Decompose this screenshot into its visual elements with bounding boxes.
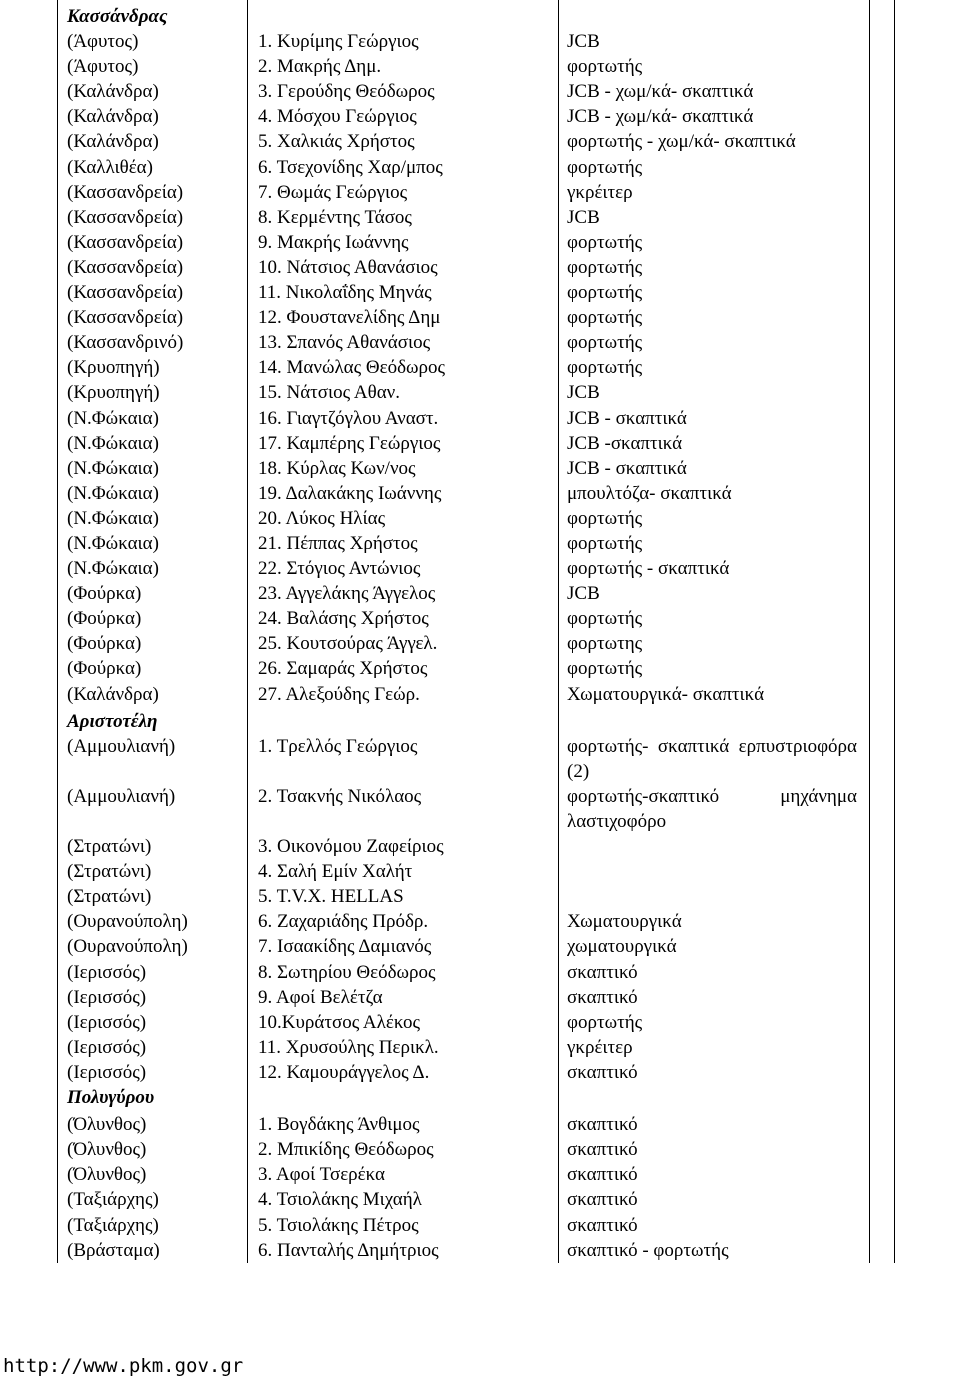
name-cell: 19. Δαλακάκης Ιωάννης	[258, 482, 442, 504]
table-row	[0, 54, 960, 79]
place-cell: (Ν.Φώκαια)	[67, 507, 159, 529]
table-row	[0, 355, 960, 380]
name-cell: 6. Ζαχαριάδης Πρόδρ.	[258, 911, 429, 933]
machinery-table	[0, 4, 960, 1263]
machine-cell: JCB -σκαπτικά	[567, 432, 683, 454]
machine-cell: Χωματουργικά- σκαπτικά	[567, 683, 765, 705]
machine-cell: φορτωτής	[567, 332, 643, 354]
machine-cell: φορτωτής	[567, 56, 643, 78]
place-cell: (Ιερισσός)	[67, 986, 147, 1008]
place-cell: (Φούρκα)	[67, 633, 142, 655]
place-cell: (Καλάνδρα)	[67, 683, 159, 705]
name-cell: 27. Αλεξούδης Γεώρ.	[258, 683, 420, 705]
table-row	[0, 1238, 960, 1263]
name-cell: 6. Πανταλής Δημήτριος	[258, 1239, 439, 1261]
table-row	[0, 1035, 960, 1060]
machine-cell: μπουλτόζα- σκαπτικά	[567, 482, 732, 504]
place-cell: (Όλυνθος)	[67, 1114, 147, 1136]
name-cell: 24. Βαλάσης Χρήστος	[258, 608, 429, 630]
table-row	[0, 205, 960, 230]
table-row	[0, 29, 960, 54]
name-cell: 5. Χαλκιάς Χρήστος	[258, 131, 415, 153]
table-row	[0, 884, 960, 909]
machine-cell: JCB	[567, 583, 600, 605]
name-cell: 15. Νάτσιος Αθαν.	[258, 382, 401, 404]
machine-cell: φορτωτής	[567, 608, 643, 630]
table-row	[0, 104, 960, 129]
name-cell: 5. Τσιολάκης Πέτρος	[258, 1214, 419, 1236]
machine-cell: φορτωτής	[567, 507, 643, 529]
place-cell: (Ιερισσός)	[67, 1011, 147, 1033]
machine-cell: JCB	[567, 31, 600, 53]
machine-cell: φορτωτής	[567, 532, 643, 554]
name-cell: 12. Καμουράγγελος Δ.	[258, 1061, 430, 1083]
name-cell: 4. Μόσχου Γεώργιος	[258, 106, 417, 128]
place-cell: (Κασσανδρεία)	[67, 256, 184, 278]
name-cell: 13. Σπανός Αθανάσιος	[258, 332, 431, 354]
table-row	[0, 1162, 960, 1187]
machine-cell: JCB	[567, 382, 600, 404]
table-row	[0, 859, 960, 884]
table-row	[0, 784, 960, 834]
place-cell: (Ν.Φώκαια)	[67, 432, 159, 454]
machine-cell	[567, 734, 857, 784]
name-cell: 25. Κουτσούρας Άγγελ.	[258, 633, 438, 655]
place-cell: (Φούρκα)	[67, 608, 142, 630]
name-cell: 9. Αφοί Βελέτζα	[258, 986, 383, 1008]
name-cell: 7. Θωμάς Γεώργιος	[258, 181, 408, 203]
machine-cell: σκαπτικό	[567, 961, 638, 983]
name-cell: 21. Πέππας Χρήστος	[258, 532, 418, 554]
machine-cell: σκαπτικό - φορτωτής	[567, 1239, 729, 1261]
place-cell: (Ουρανούπολη)	[67, 936, 188, 958]
name-cell: 8. Σωτηρίου Θεόδωρος	[258, 961, 436, 983]
table-row	[0, 934, 960, 959]
table-row	[0, 506, 960, 531]
place-cell: (Κασσανδρεία)	[67, 282, 184, 304]
footer-url: http://www.pkm.gov.gr	[3, 1355, 244, 1377]
table-row	[0, 456, 960, 481]
place-cell: (Ιερισσός)	[67, 961, 147, 983]
table-row	[0, 79, 960, 104]
machine-cell: σκαπτικό	[567, 1139, 638, 1161]
name-cell: 12. Φουστανελίδης Δημ	[258, 307, 441, 329]
place-cell: (Ν.Φώκαια)	[67, 532, 159, 554]
machine-cell: σκαπτικό	[567, 986, 638, 1008]
name-cell: 2. Μακρής Δημ.	[258, 56, 382, 78]
table-row	[0, 155, 960, 180]
place-cell: (Όλυνθος)	[67, 1164, 147, 1186]
name-cell: 1. Βογδάκης Άνθιμος	[258, 1114, 420, 1136]
table-row	[0, 1112, 960, 1137]
machine-cell: φορτωτής - σκαπτικά	[567, 558, 730, 580]
machine-cell: σκαπτικό	[567, 1164, 638, 1186]
section-header-row	[0, 4, 960, 29]
table-row	[0, 481, 960, 506]
name-cell: 6. Τσεχονίδης Χαρ/μπος	[258, 156, 443, 178]
table-row	[0, 656, 960, 681]
name-cell: 3. Οικονόμου Ζαφείριος	[258, 836, 444, 858]
table-row	[0, 129, 960, 154]
place-cell: (Καλάνδρα)	[67, 106, 159, 128]
name-cell: 26. Σαμαράς Χρήστος	[258, 658, 428, 680]
machine-cell: γκρέιτερ	[567, 181, 633, 203]
table-row	[0, 230, 960, 255]
name-cell: 10.Κυράτσος Αλέκος	[258, 1011, 421, 1033]
table-row	[0, 431, 960, 456]
machine-cell: Χωματουργικά	[567, 911, 682, 933]
machine-cell: φορτωτής	[567, 357, 643, 379]
machine-text: φορτωτής- σκαπτικά ερπυστριοφόρα (2)	[567, 735, 857, 782]
place-cell: (Φούρκα)	[67, 658, 142, 680]
place-cell: (Ταξιάρχης)	[67, 1214, 159, 1236]
table-row	[0, 406, 960, 431]
table-row	[0, 280, 960, 305]
table-row	[0, 531, 960, 556]
machine-cell: σκαπτικό	[567, 1214, 638, 1236]
place-cell: (Κρυοπηγή)	[67, 382, 160, 404]
table-row	[0, 1187, 960, 1212]
table-row	[0, 1137, 960, 1162]
machine-cell: JCB - χωμ/κά- σκαπτικά	[567, 106, 754, 128]
table-row	[0, 985, 960, 1010]
table-row	[0, 682, 960, 707]
table-row	[0, 581, 960, 606]
name-cell: 17. Καμπέρης Γεώργιος	[258, 432, 441, 454]
name-cell: 1. Κυρίμης Γεώργιος	[258, 31, 419, 53]
section-title: Αριστοτέλη	[67, 710, 158, 732]
machine-cell: φορτωτής	[567, 282, 643, 304]
machine-cell: φορτωτής	[567, 658, 643, 680]
name-cell: 4. Τσιολάκης Μιχαήλ	[258, 1189, 422, 1211]
machine-cell: σκαπτικό	[567, 1114, 638, 1136]
name-cell: 3. Γερούδης Θεόδωρος	[258, 81, 435, 103]
machine-cell: γκρέιτερ	[567, 1036, 633, 1058]
machine-cell: φορτωτής	[567, 307, 643, 329]
place-cell: (Κασσανδρεία)	[67, 231, 184, 253]
place-cell: (Καλάνδρα)	[67, 81, 159, 103]
table-row	[0, 909, 960, 934]
name-cell: 22. Στόγιος Αντώνιος	[258, 558, 421, 580]
section-header-row	[0, 709, 960, 734]
name-cell: 8. Κερμέντης Τάσος	[258, 206, 412, 228]
machine-cell: JCB - σκαπτικά	[567, 407, 687, 429]
place-cell: (Καλάνδρα)	[67, 131, 159, 153]
table-row	[0, 380, 960, 405]
place-cell: (Κρυοπηγή)	[67, 357, 160, 379]
name-cell: 16. Γιαγτζόγλου Αναστ.	[258, 407, 439, 429]
machine-cell: φορτωτης	[567, 633, 643, 655]
place-cell: (Ουρανούπολη)	[67, 911, 188, 933]
table-row	[0, 631, 960, 656]
place-cell: (Άφυτος)	[67, 31, 139, 53]
table-row	[0, 834, 960, 859]
place-cell: (Κασσανδρεία)	[67, 181, 184, 203]
place-cell: (Ν.Φώκαια)	[67, 457, 159, 479]
name-cell: 10. Νάτσιος Αθανάσιος	[258, 256, 438, 278]
table-row	[0, 180, 960, 205]
table-row	[0, 255, 960, 280]
machine-cell: φορτωτής	[567, 256, 643, 278]
machine-cell	[567, 784, 857, 834]
machine-cell: φορτωτής	[567, 1011, 643, 1033]
place-cell: (Άφυτος)	[67, 56, 139, 78]
place-cell: (Φούρκα)	[67, 583, 142, 605]
table-row	[0, 1060, 960, 1085]
section-header-row	[0, 1085, 960, 1110]
table-row	[0, 606, 960, 631]
place-cell: (Κασσανδρεία)	[67, 206, 184, 228]
name-cell: 9. Μακρής Ιωάννης	[258, 231, 409, 253]
place-cell: (Όλυνθος)	[67, 1139, 147, 1161]
place-cell: (Στρατώνι)	[67, 836, 152, 858]
place-cell: (Ν.Φώκαια)	[67, 482, 159, 504]
place-cell: (Βράσταμα)	[67, 1239, 160, 1261]
name-cell: 2. Τσακνής Νικόλαος	[258, 785, 422, 807]
place-cell: (Ταξιάρχης)	[67, 1189, 159, 1211]
name-cell: 2. Μπικίδης Θεόδωρος	[258, 1139, 434, 1161]
table-row	[0, 734, 960, 784]
machine-cell: σκαπτικό	[567, 1189, 638, 1211]
machine-cell: φορτωτής	[567, 156, 643, 178]
place-cell: (Καλλιθέα)	[67, 156, 153, 178]
table-row	[0, 330, 960, 355]
name-cell: 11. Νικολαΐδης Μηνάς	[258, 282, 432, 304]
name-cell: 20. Λύκος Ηλίας	[258, 507, 386, 529]
place-cell: (Αμμουλιανή)	[67, 735, 176, 757]
place-cell: (Κασσανδρινό)	[67, 332, 184, 354]
place-cell: (Στρατώνι)	[67, 861, 152, 883]
machine-cell: σκαπτικό	[567, 1061, 638, 1083]
place-cell: (Ιερισσός)	[67, 1061, 147, 1083]
section-title: Πολυγύρου	[67, 1087, 155, 1109]
name-cell: 4. Σαλή Εμίν Χαλήτ	[258, 861, 413, 883]
machine-cell: φορτωτής - χωμ/κά- σκαπτικά	[567, 131, 796, 153]
name-cell: 11. Χρυσούλης Περικλ.	[258, 1036, 439, 1058]
machine-cell: JCB	[567, 206, 600, 228]
place-cell: (Στρατώνι)	[67, 886, 152, 908]
section-title: Κασσάνδρας	[67, 6, 168, 27]
machine-cell: χωματουργικά	[567, 936, 677, 958]
machine-cell: JCB - χωμ/κά- σκαπτικά	[567, 81, 754, 103]
machine-cell: JCB - σκαπτικά	[567, 457, 687, 479]
place-cell: (Ν.Φώκαια)	[67, 558, 159, 580]
name-cell: 3. Αφοί Τσερέκα	[258, 1164, 385, 1186]
table-row	[0, 556, 960, 581]
place-cell: (Αμμουλιανή)	[67, 785, 176, 807]
table-row	[0, 960, 960, 985]
name-cell: 23. Αγγελάκης Άγγελος	[258, 583, 436, 605]
place-cell: (Ν.Φώκαια)	[67, 407, 159, 429]
name-cell: 18. Κύρλας Κων/νος	[258, 457, 416, 479]
name-cell: 14. Μανώλας Θεόδωρος	[258, 357, 446, 379]
place-cell: (Κασσανδρεία)	[67, 307, 184, 329]
machine-text: φορτωτής-σκαπτικό μηχάνημα λαστιχοφόρο	[567, 785, 857, 832]
name-cell: 1. Τρελλός Γεώργιος	[258, 735, 418, 757]
table-row	[0, 1010, 960, 1035]
place-cell: (Ιερισσός)	[67, 1036, 147, 1058]
table-row	[0, 305, 960, 330]
name-cell: 5. Τ.V.Χ. HELLAS	[258, 886, 404, 908]
table-row	[0, 1213, 960, 1238]
machine-cell: φορτωτής	[567, 231, 643, 253]
name-cell: 7. Ισαακίδης Δαμιανός	[258, 936, 432, 958]
